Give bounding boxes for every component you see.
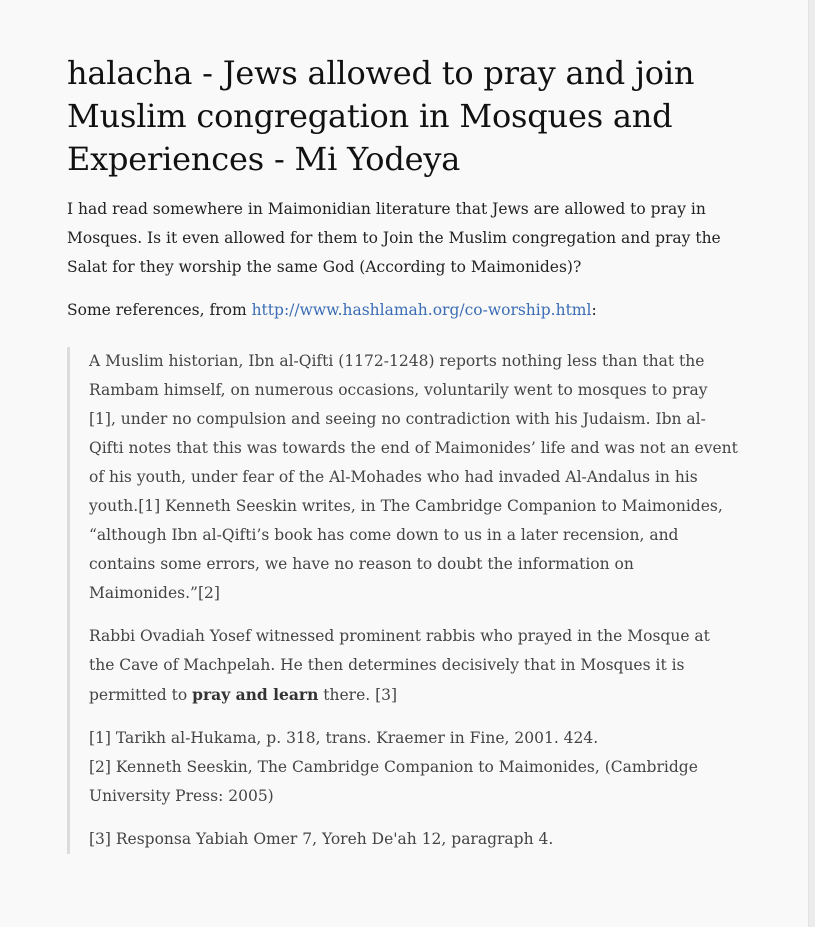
quote-paragraph-ovadiah — [89, 622, 739, 710]
scrollbar-gutter — [809, 0, 815, 927]
quoted-source — [67, 347, 739, 854]
footnote-2: [2] Kenneth Seeskin, The Cambridge Companion to Maimonides, (Cambridge University Press: 2005) — [89, 758, 698, 805]
pray-and-learn-emphasis: pray and learn — [192, 685, 319, 704]
article-content — [67, 52, 747, 854]
references-line — [67, 296, 747, 325]
quote-paragraph-ovadiah-end: there. [3] — [318, 686, 398, 704]
references-prefix: Some references, from — [67, 301, 252, 319]
footnote-3: [3] Responsa Yabiah Omer 7, Yoreh De'ah 12, paragraph 4. — [89, 830, 554, 848]
footnotes-block — [89, 724, 739, 811]
references-suffix: : — [591, 301, 597, 319]
page-title: halacha - Jews allowed to pray and join Muslim congregation in Mosques and Experiences - Mi Yodeya — [67, 54, 695, 178]
footnote-1: [1] Tarikh al-Hukama, p. 318, trans. Kraemer in Fine, 2001. 424. — [89, 729, 599, 747]
question-intro: I had read somewhere in Maimonidian literature that Jews are allowed to pray in Mosques. Is it even allowed for them to Join the Muslim congregation and pray the Salat for they worship the same God (According to Maimonides)? — [67, 200, 721, 276]
hashlamah-link[interactable]: http://www.hashlamah.org/co-worship.html — [251, 301, 592, 319]
quote-paragraph-qifti: A Muslim historian, Ibn al-Qifti (1172-1248) reports nothing less than that the Rambam himself, on numerous occasions, voluntarily went to mosques to pray [1], under no compulsion and seeing no contradiction with his Judaism. Ibn al-Qifti notes that this was towards the end of Maimonides’ life and was not an event of his youth, under fear of the Al-Mohades who had invaded Al-Andalus in his youth.[1] Kenneth Seeskin writes, in The Cambridge Companion to Maimonides, “although Ibn al-Qifti’s book has come down to us in a later recension, and contains some errors, we have no reason to doubt the information on Maimonides.”[2] — [89, 352, 738, 602]
quote-paragraph-ovadiah-start: Rabbi Ovadiah Yosef witnessed prominent rabbis who prayed in the Mosque at the Cave of Machpelah. He then determines decisively that in Mosques it is permitted to — [89, 627, 710, 704]
